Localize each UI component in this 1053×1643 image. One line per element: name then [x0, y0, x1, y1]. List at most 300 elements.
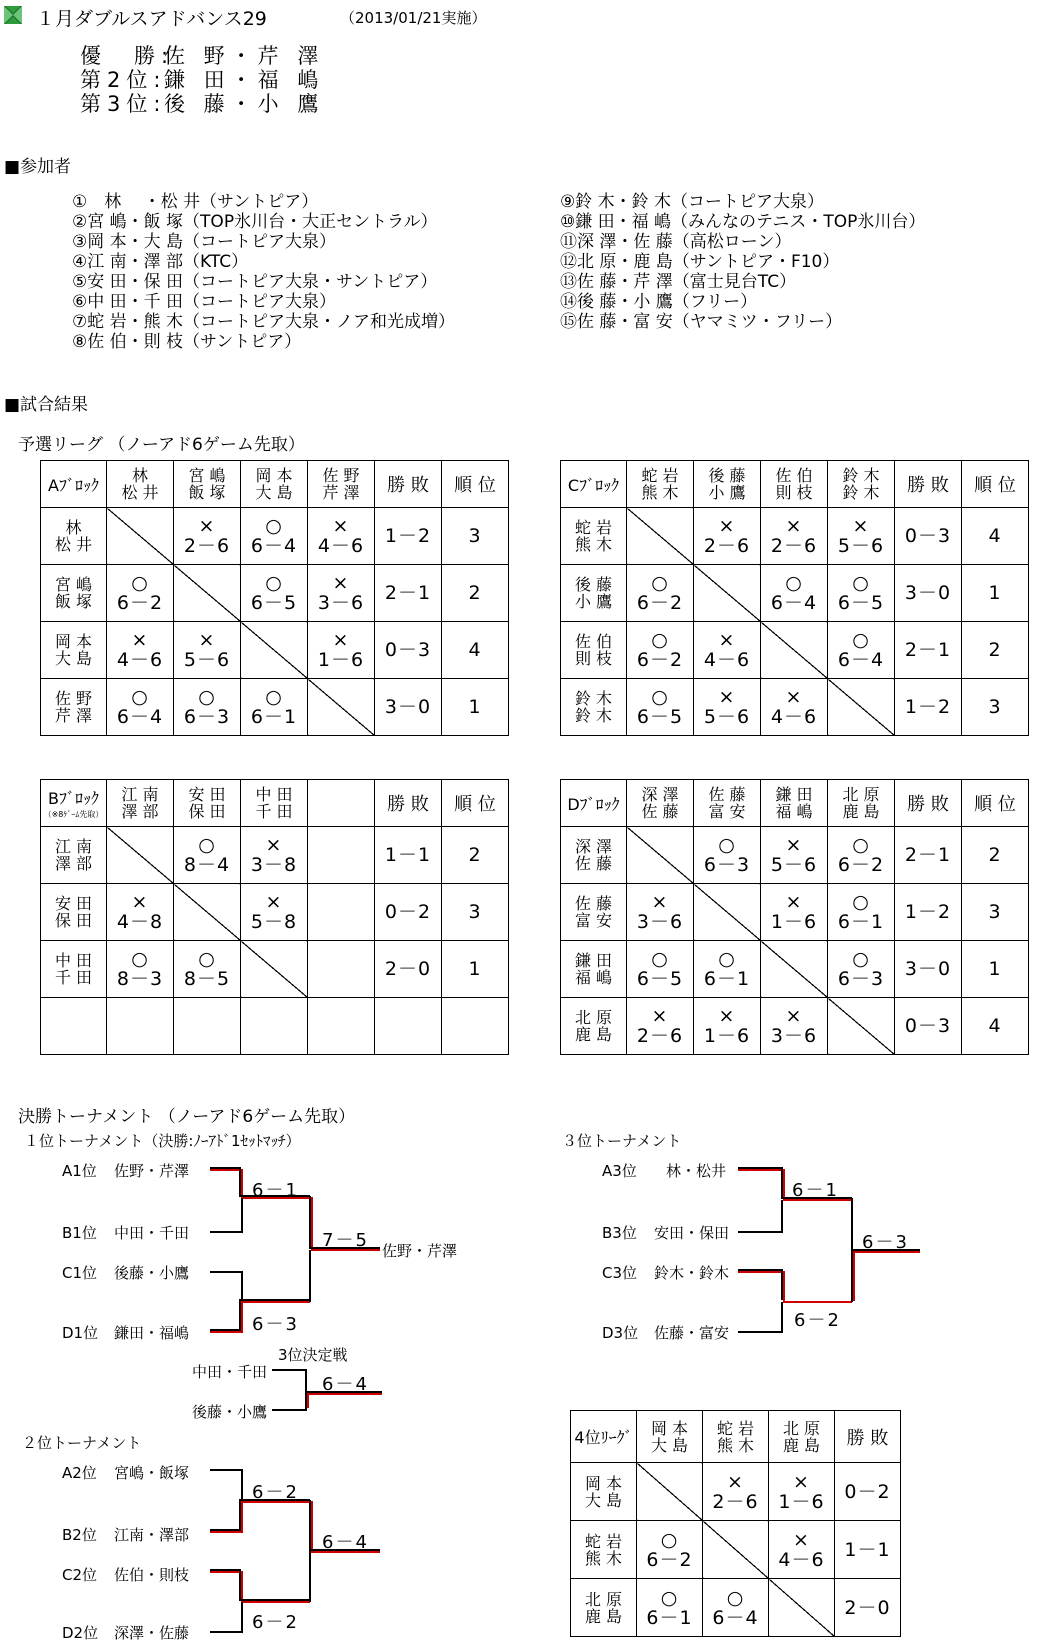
win-loss: 3－0: [895, 941, 962, 998]
player1-name: 宮 嶋: [54, 575, 93, 594]
result-mark: ×: [198, 629, 216, 651]
player2-name: 大 島: [650, 1435, 689, 1455]
win-loss: 2－0: [835, 1579, 901, 1637]
player1-name: 中 田: [54, 951, 93, 970]
third-b-team: 安田・保田: [654, 1224, 730, 1242]
rank-header: 順 位: [442, 461, 509, 508]
third-d-pos: D3位: [602, 1324, 639, 1342]
player2-name: 則 枝: [574, 649, 613, 668]
player1-name: 後 藤: [574, 575, 613, 594]
result-mark: ○: [198, 834, 216, 856]
player2-name: 保 田: [54, 911, 93, 930]
player2-name: 松 井: [54, 535, 93, 554]
participant-item: ① 林 ・松 井（サントピア）: [72, 192, 319, 212]
result-score: 6－3: [703, 854, 751, 876]
player2-name: 千 田: [54, 968, 93, 987]
win-loss: 1－1: [375, 827, 442, 884]
first-a-team: 佐野・芹澤: [114, 1162, 190, 1180]
second-c-team: 佐伯・則枝: [114, 1566, 190, 1584]
rank: 4: [962, 508, 1029, 565]
result-mark: ○: [651, 629, 669, 651]
wl-header: 勝 敗: [835, 1411, 901, 1463]
participant-item: ⑮佐 藤・富 安（ヤマミツ・フリー）: [560, 312, 843, 332]
player2-name: 熊 木: [574, 535, 613, 554]
row-player: [571, 1521, 637, 1579]
player1-name: 佐 伯: [574, 632, 613, 651]
result-mark: ○: [718, 948, 736, 970]
player1-name: 宮 嶋: [188, 466, 226, 485]
event-date: （2013/01/21実施）: [340, 9, 487, 27]
win-loss: 3－0: [895, 565, 962, 622]
opponent-header: [703, 1411, 769, 1463]
result-score: 6－2: [636, 592, 684, 614]
rank: 1: [442, 679, 509, 736]
result-score: 8－4: [183, 854, 231, 876]
result-score: 5－8: [250, 911, 298, 933]
player2-name: 飯 塚: [54, 592, 93, 611]
first-d-team: 鎌田・福嶋: [114, 1324, 190, 1342]
player2-name: 熊 木: [584, 1548, 623, 1568]
third-decider-team1: 中田・千田: [192, 1363, 268, 1381]
result-score: 6－2: [646, 1548, 693, 1571]
player1-name: 佐 伯: [775, 466, 813, 485]
player2-name: 則 枝: [775, 483, 813, 502]
player1-name: 佐 藤: [708, 785, 746, 804]
player1-name: 江 南: [54, 837, 93, 856]
player1-name: 鈴 木: [574, 689, 613, 708]
second-a-team: 宮嶋・飯塚: [114, 1464, 190, 1482]
result-score: 6－2: [636, 649, 684, 671]
player2-name: 鹿 島: [842, 802, 880, 821]
result-score: 8－5: [183, 968, 231, 990]
block-label-text: Bﾌﾞﾛｯｸ: [48, 789, 99, 808]
result-score: 5－6: [703, 706, 751, 728]
result-mark: ×: [852, 515, 870, 537]
result-score: 3－6: [317, 592, 365, 614]
result-mark: ×: [727, 1470, 744, 1493]
result-score: 6－5: [636, 968, 684, 990]
result-score: 8－3: [116, 968, 164, 990]
result-mark: ×: [332, 572, 350, 594]
result-score: 1－6: [317, 649, 365, 671]
first-semi1-score: 6－1: [252, 1180, 299, 1201]
table-row: [571, 1579, 901, 1637]
result-mark: ○: [852, 948, 870, 970]
player2-name: 大 島: [584, 1490, 623, 1510]
result-score: 6－1: [837, 911, 885, 933]
result-mark: ○: [726, 1586, 745, 1609]
player2-name: 小 鷹: [574, 592, 613, 611]
win-loss: 1－2: [895, 884, 962, 941]
match-result: [703, 1463, 769, 1521]
third-b-pos: B3位: [602, 1224, 637, 1242]
player1-name: 中 田: [255, 785, 293, 804]
rank: 3: [442, 884, 509, 941]
third-decider-team2: 後藤・小鷹: [192, 1403, 268, 1421]
win-loss: 2－1: [375, 565, 442, 622]
rank: 3: [962, 884, 1029, 941]
player2-name: 鹿 島: [782, 1435, 821, 1455]
wl-header: 勝 敗: [375, 461, 442, 508]
table-row: [571, 1463, 901, 1521]
player1-name: 安 田: [188, 785, 226, 804]
player1-name: 蛇 岩: [716, 1418, 755, 1438]
player1-name: 岡 本: [54, 632, 93, 651]
player2-name: 大 島: [54, 649, 93, 668]
player2-name: 鹿 島: [584, 1606, 623, 1626]
result-mark: ×: [718, 515, 736, 537]
win-loss: 2－1: [895, 622, 962, 679]
player1-name: 蛇 岩: [574, 518, 613, 537]
match-result: [637, 1521, 703, 1579]
result-score: 6－4: [770, 592, 818, 614]
result-score: 2－6: [183, 535, 231, 557]
rank: 3: [442, 508, 509, 565]
wl-header: 勝 敗: [895, 461, 962, 508]
rank: 3: [962, 679, 1029, 736]
first-a-pos: A1位: [62, 1162, 97, 1180]
player2-name: 熊 木: [641, 483, 679, 502]
second-place-heading: ２位トーナメント: [22, 1434, 142, 1452]
player1-name: 深 澤: [641, 785, 679, 804]
win-loss: 0－3: [895, 998, 962, 1055]
participants-heading: ■参加者: [4, 157, 72, 177]
result-score: 3－8: [250, 854, 298, 876]
result-score: 6－1: [703, 968, 751, 990]
win-loss: 2－1: [895, 827, 962, 884]
row-player-name: [571, 1591, 636, 1625]
result-mark: ×: [718, 629, 736, 651]
second-b-pos: B2位: [62, 1526, 97, 1544]
second-semi1-score: 6－2: [252, 1482, 299, 1503]
player1-name: 後 藤: [708, 466, 746, 485]
result-second-rank: 第2位:: [80, 68, 167, 92]
player2-name: 富 安: [574, 911, 613, 930]
result-score: 5－6: [837, 535, 885, 557]
result-mark: ○: [651, 572, 669, 594]
win-loss: 1－1: [835, 1521, 901, 1579]
result-mark: ○: [265, 572, 283, 594]
result-mark: ○: [198, 948, 216, 970]
player2-name: 大 島: [255, 483, 293, 502]
participant-item: ⑨鈴 木・鈴 木（コートピア大泉）: [560, 192, 825, 212]
result-mark: ○: [131, 686, 149, 708]
player2-name: 松 井: [121, 483, 159, 502]
result-mark: ×: [785, 686, 803, 708]
block-label-text: 4位ﾘｰｸﾞ: [574, 1428, 633, 1447]
participant-item: ⑥中 田・千 田（コートピア大泉）: [72, 292, 337, 312]
result-mark: ×: [785, 891, 803, 913]
result-mark: ×: [131, 629, 149, 651]
result-score: 6－3: [837, 968, 885, 990]
second-c-pos: C2位: [62, 1566, 98, 1584]
result-score: 6－5: [250, 592, 298, 614]
result-mark: ○: [131, 572, 149, 594]
third-c-team: 鈴木・鈴木: [654, 1264, 730, 1282]
fourth-league-table: [570, 1410, 901, 1637]
result-third-rank: 第3位:: [80, 92, 167, 116]
page-title: １月ダブルスアドバンス29: [36, 8, 267, 30]
row-player: [571, 1579, 637, 1637]
wl-header: 勝 敗: [895, 780, 962, 827]
player2-name: 鈴 木: [842, 483, 880, 502]
player2-name: 福 嶋: [775, 802, 813, 821]
third-c-pos: C3位: [602, 1264, 638, 1282]
result-mark: ×: [718, 686, 736, 708]
player1-name: 江 南: [121, 785, 159, 804]
result-mark: ○: [651, 948, 669, 970]
player1-name: 岡 本: [584, 1473, 623, 1493]
result-score: 3－6: [770, 1025, 818, 1047]
result-mark: ×: [332, 629, 350, 651]
result-mark: ○: [131, 948, 149, 970]
result-score: 4－8: [116, 911, 164, 933]
rank: 4: [442, 622, 509, 679]
opponent-name: [637, 1420, 702, 1454]
player1-name: 林: [65, 518, 82, 537]
third-place-heading: ３位トーナメント: [562, 1132, 682, 1150]
result-score: 1－6: [778, 1490, 825, 1513]
third-decider-heading: 3位決定戦: [278, 1346, 348, 1364]
match-result: [637, 1579, 703, 1637]
result-mark: ×: [718, 1005, 736, 1027]
player2-name: 鈴 木: [574, 706, 613, 725]
result-mark: ○: [651, 686, 669, 708]
third-decider-score: 6－4: [322, 1374, 369, 1395]
result-score: 4－6: [778, 1548, 825, 1571]
result-mark: ×: [793, 1528, 810, 1551]
participant-item: ⑤安 田・保 田（コートピア大泉・サントピア）: [72, 272, 438, 292]
win-loss: 0－2: [835, 1463, 901, 1521]
player2-name: 芹 澤: [322, 483, 360, 502]
match-result: [769, 1521, 835, 1579]
player1-name: 鎌 田: [775, 785, 813, 804]
result-mark: ×: [332, 515, 350, 537]
player1-name: 佐 野: [322, 466, 360, 485]
result-mark: ○: [852, 834, 870, 856]
rank: 2: [962, 827, 1029, 884]
first-semi2-score: 6－3: [252, 1314, 299, 1335]
first-c-team: 後藤・小鷹: [114, 1264, 190, 1282]
player1-name: 岡 本: [255, 466, 293, 485]
opponent-header: [637, 1411, 703, 1463]
result-score: 6－4: [116, 706, 164, 728]
second-d-team: 深澤・佐藤: [114, 1624, 190, 1642]
result-score: 2－6: [712, 1490, 759, 1513]
league-heading: 予選リーグ （ノーアド6ゲーム先取）: [18, 435, 305, 455]
result-mark: ×: [131, 891, 149, 913]
win-loss: 0－3: [895, 508, 962, 565]
diagonal-cell: [769, 1579, 835, 1637]
rank-header: 順 位: [962, 780, 1029, 827]
results-heading: ■試合結果: [4, 395, 89, 415]
result-mark: ○: [660, 1528, 679, 1551]
result-mark: ○: [265, 686, 283, 708]
win-loss: 3－0: [375, 679, 442, 736]
participant-item: ⑬佐 藤・芹 澤（富士見台TC）: [560, 272, 797, 292]
rank: 2: [442, 565, 509, 622]
player1-name: 蛇 岩: [584, 1531, 623, 1551]
result-mark: ×: [198, 515, 216, 537]
block-label-text: Aﾌﾞﾛｯｸ: [48, 475, 99, 495]
player2-name: 佐 藤: [641, 802, 679, 821]
tournament-heading: 決勝トーナメント （ノーアド6ゲーム先取）: [18, 1107, 356, 1127]
result-mark: ○: [718, 834, 736, 856]
player1-name: 岡 本: [650, 1418, 689, 1438]
second-semi2-score: 6－2: [252, 1612, 299, 1633]
first-b-team: 中田・千田: [114, 1224, 190, 1242]
result-score: 6－3: [183, 706, 231, 728]
second-b-team: 江南・澤部: [114, 1526, 190, 1544]
result-mark: ○: [852, 572, 870, 594]
second-a-pos: A2位: [62, 1464, 97, 1482]
result-score: 6－4: [837, 649, 885, 671]
player1-name: 北 原: [842, 785, 880, 804]
result-score: 6－4: [250, 535, 298, 557]
result-second-names: 鎌 田・福 嶋: [164, 68, 325, 92]
result-score: 3－6: [636, 911, 684, 933]
player2-name: 千 田: [255, 802, 293, 821]
rank: 1: [442, 941, 509, 998]
result-score: 6－2: [116, 592, 164, 614]
result-score: 4－6: [116, 649, 164, 671]
first-final-score: 7－5: [322, 1230, 369, 1251]
result-score: 5－6: [770, 854, 818, 876]
result-mark: ×: [651, 891, 669, 913]
player1-name: 安 田: [54, 894, 93, 913]
player1-name: 蛇 岩: [641, 466, 679, 485]
result-score: 6－4: [712, 1606, 759, 1629]
third-a-team: 林・松井: [666, 1162, 727, 1180]
block-label: [571, 1411, 637, 1463]
rank: 1: [962, 565, 1029, 622]
win-loss: 1－2: [375, 508, 442, 565]
block-label-text: Cﾌﾞﾛｯｸ: [567, 475, 620, 495]
block-label-sub: （※8ｹﾞｰﾑ先取）: [43, 810, 104, 819]
third-semi2-score: 6－2: [794, 1310, 841, 1331]
win-loss: 0－2: [375, 884, 442, 941]
first-d-pos: D1位: [62, 1324, 99, 1342]
second-final-score: 6－4: [322, 1532, 369, 1553]
player2-name: 熊 木: [716, 1435, 755, 1455]
result-mark: ×: [785, 515, 803, 537]
result-score: 6－1: [646, 1606, 693, 1629]
diagonal-cell: [637, 1463, 703, 1521]
participant-item: ⑦蛇 岩・熊 木（コートピア大泉・ノア和光成増）: [72, 312, 456, 332]
result-mark: ×: [785, 834, 803, 856]
player2-name: 澤 部: [121, 802, 159, 821]
result-mark: ○: [785, 572, 803, 594]
row-player-name: [571, 1475, 636, 1509]
result-mark: ○: [852, 629, 870, 651]
rank-header: 順 位: [962, 461, 1029, 508]
second-d-pos: D2位: [62, 1624, 99, 1642]
player2-name: 鹿 島: [574, 1025, 613, 1044]
participant-item: ⑫北 原・鹿 島（サントピア・F10）: [560, 252, 840, 272]
result-score: 4－6: [770, 706, 818, 728]
result-score: 1－6: [703, 1025, 751, 1047]
first-b-pos: B1位: [62, 1224, 97, 1242]
player2-name: 芹 澤: [54, 706, 93, 725]
result-score: 2－6: [770, 535, 818, 557]
result-score: 6－2: [837, 854, 885, 876]
wl-header: 勝 敗: [375, 780, 442, 827]
row-player: [571, 1463, 637, 1521]
diagonal-cell: [703, 1521, 769, 1579]
result-mark: ×: [785, 1005, 803, 1027]
player1-name: 北 原: [584, 1589, 623, 1609]
opponent-name: [703, 1420, 768, 1454]
win-loss: 2－0: [375, 941, 442, 998]
player2-name: 保 田: [188, 802, 226, 821]
result-score: 1－6: [770, 911, 818, 933]
first-winner: 佐野・芹澤: [382, 1242, 458, 1260]
first-c-pos: C1位: [62, 1264, 98, 1282]
player1-name: 佐 野: [54, 689, 93, 708]
result-mark: ×: [793, 1470, 810, 1493]
header-row: [571, 1411, 901, 1463]
opponent-header: [769, 1411, 835, 1463]
result-mark: ○: [852, 891, 870, 913]
result-score: 4－6: [317, 535, 365, 557]
participant-item: ⑪深 澤・佐 藤（高松ローン）: [560, 232, 792, 252]
rank: 2: [962, 622, 1029, 679]
result-mark: ○: [265, 515, 283, 537]
rank-header: 順 位: [442, 780, 509, 827]
row-player-name: [571, 1533, 636, 1567]
third-final-score: 6－3: [862, 1232, 909, 1253]
result-third-names: 後 藤・小 鷹: [164, 92, 325, 116]
third-a-pos: A3位: [602, 1162, 637, 1180]
result-score: 6－1: [250, 706, 298, 728]
match-result: [703, 1579, 769, 1637]
result-score: 4－6: [703, 649, 751, 671]
result-winner-names: 佐 野・芹 澤: [164, 44, 325, 68]
result-score: 6－5: [636, 706, 684, 728]
match-result: [769, 1463, 835, 1521]
result-mark: ×: [651, 1005, 669, 1027]
opponent-name: [769, 1420, 834, 1454]
player1-name: 鎌 田: [574, 951, 613, 970]
result-score: 2－6: [636, 1025, 684, 1047]
participant-item: ⑭後 藤・小 鷹（フリー）: [560, 292, 758, 312]
result-winner-rank: 優 勝:: [80, 44, 175, 68]
win-loss: 0－3: [375, 622, 442, 679]
player2-name: 小 鷹: [708, 483, 746, 502]
third-d-team: 佐藤・富安: [654, 1324, 730, 1342]
result-score: 5－6: [183, 649, 231, 671]
participant-item: ②宮 嶋・飯 塚（TOP氷川台・大正セントラル）: [72, 212, 438, 232]
player2-name: 澤 部: [54, 854, 93, 873]
result-mark: ×: [265, 834, 283, 856]
first-place-heading: １位トーナメント（決勝:ﾉｰｱﾄﾞ1ｾｯﾄﾏｯﾁ）: [24, 1132, 301, 1150]
rank: 4: [962, 998, 1029, 1055]
player2-name: 飯 塚: [188, 483, 226, 502]
player2-name: 福 嶋: [574, 968, 613, 987]
player1-name: 鈴 木: [842, 466, 880, 485]
table-row: [571, 1521, 901, 1579]
participant-item: ④江 南・澤 部（KTC）: [72, 252, 249, 272]
player1-name: 深 澤: [574, 837, 613, 856]
block-label-text: Dﾌﾞﾛｯｸ: [567, 794, 620, 814]
participant-item: ⑧佐 伯・則 枝（サントピア）: [72, 332, 302, 352]
result-mark: ○: [198, 686, 216, 708]
rank: 1: [962, 941, 1029, 998]
fourth-league-table-wrap: [570, 1410, 901, 1637]
player2-name: 富 安: [708, 802, 746, 821]
win-loss: 1－2: [895, 679, 962, 736]
player1-name: 北 原: [782, 1418, 821, 1438]
